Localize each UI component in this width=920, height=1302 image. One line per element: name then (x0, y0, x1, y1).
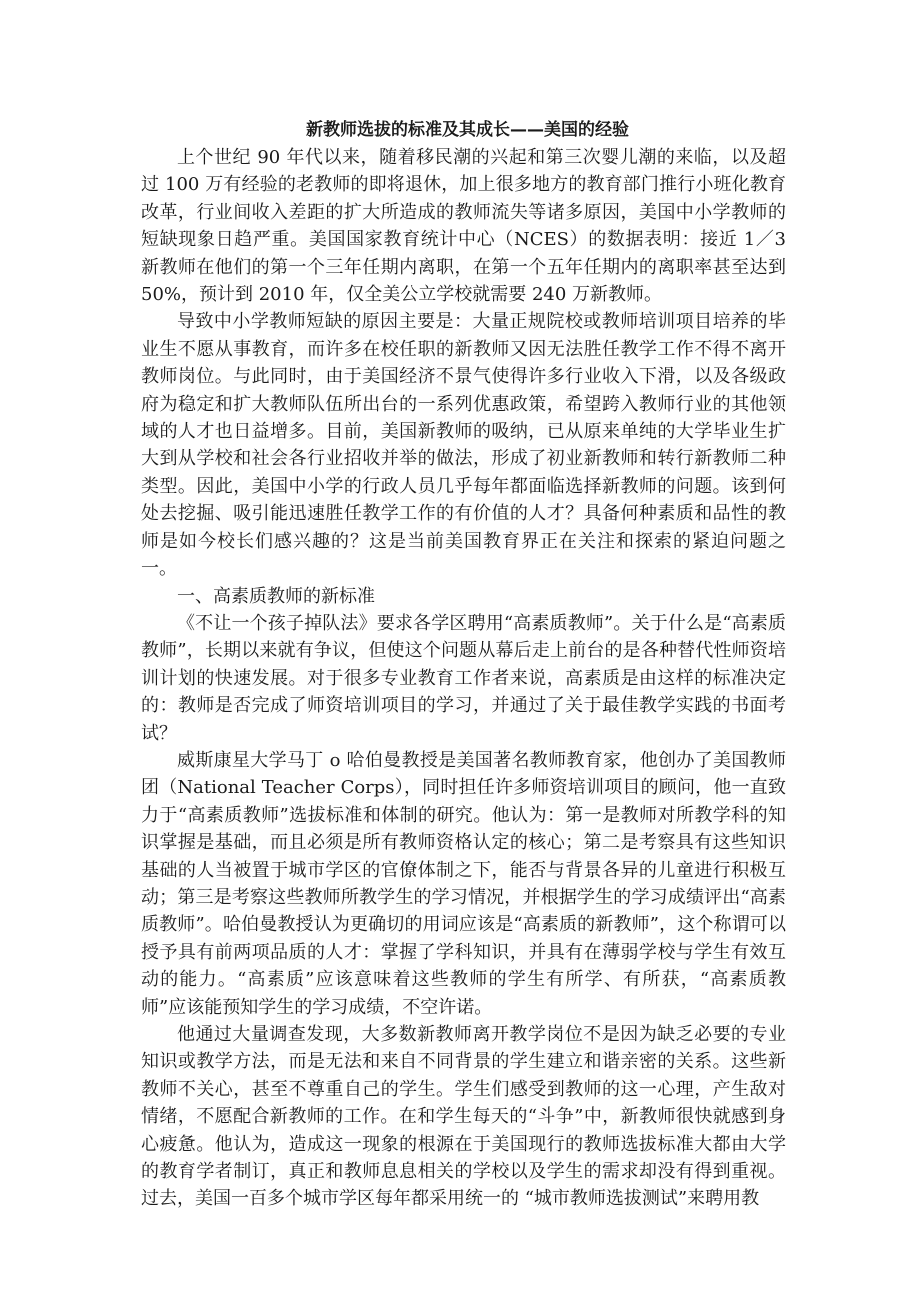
paragraph-survey: 他通过大量调查发现，大多数新教师离开教学岗位不是因为缺乏必要的专业知识或教学方法，而是无法和来自不同背景的学生建立和谐亲密的关系。这些新教师不关心，甚至不尊重自己的学生。学生们感受到教师的这一心理，产生敌对情绪，不愿配合新教师的工作。在和学生每天的“斗争”中，新教师很快就感到身心疲惫。他认为，造成这一现象的根源在于美国现行的教师选拔标准大都由大学的教育学者制订，真正和教师息息相关的学校以及学生的需求却没有得到重视。过去，美国一百多个城市学区每年都采用统一的 “城市教师选拔测试”来聘用教 (141, 1024, 786, 1210)
document-title: 新教师选拔的标准及其成长——美国的经验 (306, 120, 629, 140)
paragraph-intro: 上个世纪 90 年代以来，随着移民潮的兴起和第三次婴儿潮的来临，以及超过 100 万有经验的老教师的即将退休，加上很多地方的教育部门推行小班化教育改革，行业间收入差距的扩大所造成的教师流失等诸多原因，美国中小学教师的短缺现象日趋严重。美国国家教育统计中心（NCES）的数据表明：接近 1／3 新教师在他们的第一个三年任期内离职，在第一个五年任期内的离职率甚至达到 50%，预计到 2010 年，仅全美公立学校就需要 240 万新教师。 (141, 147, 786, 306)
paragraph-causes: 导致中小学教师短缺的原因主要是：大量正规院校或教师培训项目培养的毕业生不愿从事教育，而许多在校任职的新教师又因无法胜任教学工作不得不离开教师岗位。与此同时，由于美国经济不景气使得许多行业收入下滑，以及各级政府为稳定和扩大教师队伍所出台的一系列优惠政策，希望跨入教师行业的其他领域的人才也日益增多。目前，美国新教师的吸纳，已从原来单纯的大学毕业生扩大到从学校和社会各行业招收并举的做法，形成了初业新教师和转行新教师二种类型。因此，美国中小学的行政人员几乎每年都面临选择新教师的问题。该到何处去挖掘、吸引能迅速胜任教学工作的有价值的人才？具备何种素质和品性的教师是如今校长们感兴趣的？这是当前美国教育界正在关注和探索的紧迫问题之一。 (141, 311, 786, 580)
paragraph-nclb: 《不让一个孩子掉队法》要求各学区聘用“高素质教师”。关于什么是“高素质教师”，长期以来就有争议，但使这个问题从幕后走上前台的是各种替代性师资培训计划的快速发展。对于很多专业教育工作者来说，高素质是由这样的标准决定的：教师是否完成了师资培训项目的学习，并通过了关于最佳教学实践的书面考试？ (141, 612, 786, 744)
document-body (141, 117, 786, 1213)
paragraph-haberman: 威斯康星大学马丁 o 哈伯曼教授是美国著名教师教育家，他创办了美国教师团（National Teacher Corps），同时担任许多师资培训项目的顾问，他一直致力于“高素质教师”选拔标准和体制的研究。他认为：第一是教师对所教学科的知识掌握是基础，而且必须是所有教师资格认定的核心；第二是考察具有这些知识基础的人当被置于城市学区的官僚体制之下，能否与背景各异的儿童进行积极互动；第三是考察这些教师所教学生的学习情况，并根据学生的学习成绩评出“高素质教师”。哈伯曼教授认为更确切的用词应该是“高素质的新教师”，这个称谓可以授予具有前两项品质的人才：掌握了学科知识，并具有在薄弱学校与学生有效互动的能力。“高素质”应该意味着这些教师的学生有所学、有所获，“高素质教师”应该能预知学生的学习成绩，不空许诺。 (141, 749, 786, 1018)
section-heading: 一、高素质教师的新标准 (177, 585, 375, 607)
